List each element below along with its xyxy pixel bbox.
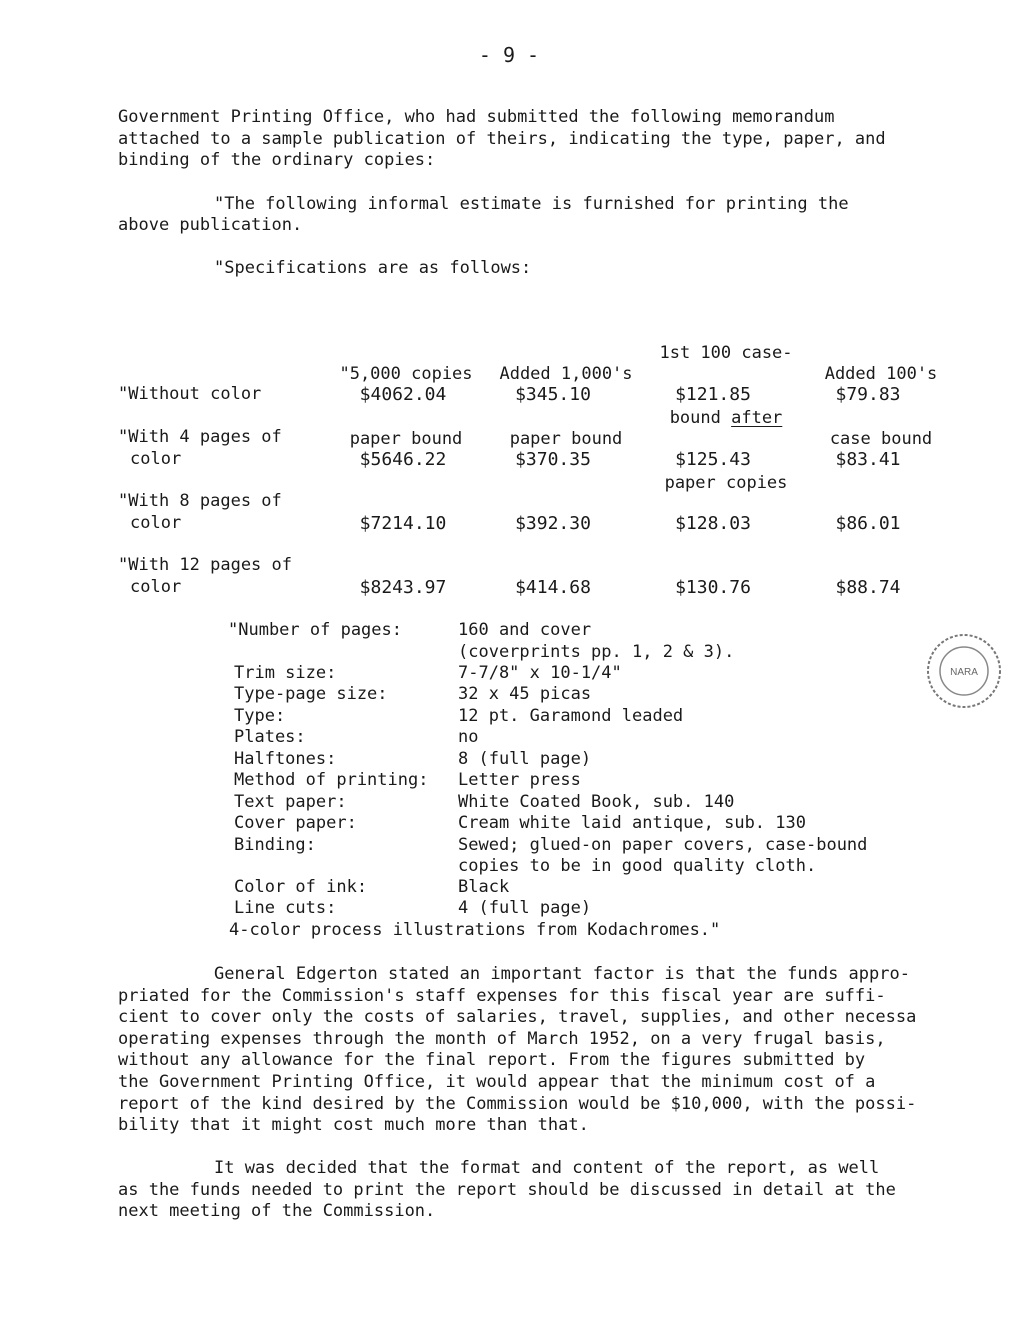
spec-label: Halftones: <box>234 749 337 769</box>
table-row-label-cont: color <box>130 577 182 597</box>
spec-label: Type-page size: <box>234 684 388 704</box>
table-header-line: Added 100's <box>824 364 938 385</box>
table-cell: $5646.22 <box>359 449 447 470</box>
spec-value: White Coated Book, sub. 140 <box>458 792 735 812</box>
table-header-line: paper bound <box>349 428 463 449</box>
table-header-line: paper copies <box>664 472 788 493</box>
spec-label: Color of ink: <box>234 877 368 897</box>
spec-value: Cream white laid antique, sub. 130 <box>458 813 806 833</box>
table-cell: $88.74 <box>835 577 901 598</box>
table-cell: $128.03 <box>675 513 751 534</box>
page-number: - 9 - <box>478 43 540 67</box>
table-header-line: Added 1,000's <box>499 364 633 385</box>
spec-value: Sewed; glued-on paper covers, case-bound <box>458 835 868 855</box>
paragraph-decided <box>118 1158 938 1223</box>
paragraph-text: It was decided that the format and content of the report, as well as the funds needed to print the report should be discussed in detail at the next meeting of the Commission. <box>118 1158 896 1222</box>
table-cell: $414.68 <box>515 577 591 598</box>
spec-value: 12 pt. Garamond leaded <box>458 706 684 726</box>
spec-label: Text paper: <box>234 792 347 812</box>
paragraph-edgerton <box>118 964 958 1137</box>
table-cell: $370.35 <box>515 449 591 470</box>
spec-value: 8 (full page) <box>458 749 592 769</box>
table-header-1st-100-case-bound <box>646 300 806 516</box>
spec-label: Method of printing: <box>234 770 429 790</box>
spec-label: Type: <box>234 706 286 726</box>
intro-paragraph: Government Printing Office, who had submitted the following memorandum attached to a sample publication of theirs, indicating the type, paper, and binding of the ordinary copies: <box>118 107 886 171</box>
spec-value: copies to be in good quality cloth. <box>458 856 817 876</box>
spec-value: 160 and cover <box>458 620 592 640</box>
spec-label: Binding: <box>234 835 316 855</box>
table-row-label: "With 12 pages of <box>118 555 292 575</box>
table-cell: $392.30 <box>515 513 591 534</box>
table-cell: $121.85 <box>675 384 751 405</box>
spec-value: (coverprints pp. 1, 2 & 3). <box>458 642 735 662</box>
table-header-line: 1st 100 case- <box>659 343 793 364</box>
table-header-line: "5,000 copies <box>339 364 473 385</box>
estimate-paragraph-line1: "The following informal estimate is furnished for printing the <box>214 194 849 214</box>
spec-label: Cover paper: <box>234 813 357 833</box>
table-header-line: case bound <box>829 428 933 449</box>
table-header-line: paper bound <box>509 428 623 449</box>
spec-value: Letter press <box>458 770 581 790</box>
table-row-label: "Without color <box>118 384 262 404</box>
table-row-label-cont: color <box>130 513 182 533</box>
table-cell: $4062.04 <box>359 384 447 405</box>
table-cell: $83.41 <box>835 449 901 470</box>
seal-center-text: NARA <box>950 667 978 678</box>
spec-value: Black <box>458 877 510 897</box>
spec-label: Plates: <box>234 727 306 747</box>
specs-footer: 4-color process illustrations from Kodachromes." <box>229 920 721 940</box>
table-row-label: "With 8 pages of <box>118 491 282 511</box>
table-header-emphasis: after <box>731 407 783 428</box>
estimate-paragraph-line2: above publication. <box>118 215 303 235</box>
spec-label: Line cuts: <box>234 898 337 918</box>
specs-intro: "Specifications are as follows: <box>214 258 532 278</box>
spec-label: "Number of pages: <box>228 620 402 640</box>
paragraph-text: General Edgerton stated an important factor is that the funds appro- priated for the Commission's staff expenses for this fiscal year are suffi- cient to cover only the costs of salaries, travel, supplies, and other necessa operating expenses through the month of March 1952, on a very frugal basis, without any allowance for the final report. From the figures submitted by the Government Printing Office, it would appear that the minimum cost of a report of the kind desired by the Commission would be $10,000, with the possi- bility that it might cost much more than that. <box>118 964 917 1136</box>
library-seal-icon <box>925 632 1003 710</box>
spec-value: 32 x 45 picas <box>458 684 592 704</box>
spec-value: 4 (full page) <box>458 898 592 918</box>
table-cell: $130.76 <box>675 577 751 598</box>
table-row-label: "With 4 pages of <box>118 427 282 447</box>
table-cell: $8243.97 <box>359 577 447 598</box>
spec-value: no <box>458 727 479 747</box>
table-cell: $7214.10 <box>359 513 447 534</box>
spec-label: Trim size: <box>234 663 337 683</box>
table-header-fragment: bound <box>669 407 732 428</box>
spec-value: 7-7/8" x 10-1/4" <box>458 663 622 683</box>
table-cell: $125.43 <box>675 449 751 470</box>
table-row-label-cont: color <box>130 449 182 469</box>
table-cell: $79.83 <box>835 384 901 405</box>
table-cell: $86.01 <box>835 513 901 534</box>
table-cell: $345.10 <box>515 384 591 405</box>
table-header-line <box>646 408 806 430</box>
